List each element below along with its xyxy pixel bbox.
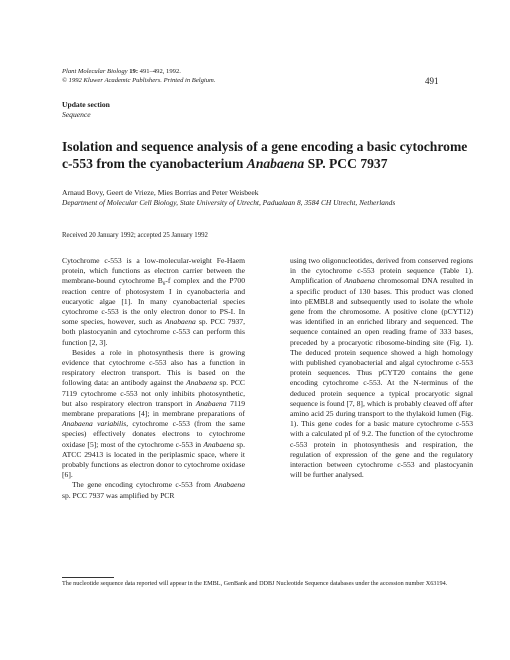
body-column-right [290,256,473,480]
footnote: The nucleotide sequence data reported will appear in the EMBL, GenBank and DDBJ Nucleotide Sequence databases under the accession number X63194. [62,580,448,587]
text-run: using two oligonucleotides, derived from conserved regions in the cytochrome c-553 protein sequence (Table 1). Amplification of [290,256,473,286]
text-run: The gene encoding cytochrome c-553 from [72,480,215,490]
title-strain: SP. PCC 7937 [307,156,388,171]
text-run: Besides a role in photosynthesis there is growing evidence that cytochrome c-553 also has a function in respiratory electron transport. This is based on the following data: an antibody against the [62,347,245,388]
text-run: -f complex and the P700 reaction centre of photosystem I in cyanobacteria and eucaryotic algae [1]. In many cyanobacterial species cytochrome c-553 is the only electron donor to PS-I. In some species, however, such as [62,276,245,327]
journal-pages: 491–492, 1992. [139,68,181,75]
text-run: Cytochrome c-553 is a low-molecular-weight Fe-Haem protein, which functions as electron carrier between the membrane-bound cytochrome B [62,256,245,286]
paragraph [62,256,245,348]
body-column-left [62,256,245,501]
paragraph [62,480,245,500]
authors: Arnaud Bovy, Geert de Vrieze, Mies Borrias and Peter Weisbeek [62,188,259,197]
italic-term: Anabaena [203,439,235,449]
page-number: 491 [425,76,439,86]
received-dates: Received 20 January 1992; accepted 25 January 1992 [62,232,208,239]
article-title [62,138,472,172]
text-run: 7119 membrane preparations [4]; in membrane preparations of [62,398,245,419]
journal-name: Plant Molecular Biology [62,68,128,75]
text-run: sp. PCC 7937, both plastocyanin and cytochrome c-553 can perform this function [2, 3]. [62,317,245,347]
section-sublabel: Sequence [62,110,91,119]
italic-term: Anabaena [195,398,227,408]
italic-term: Anabaena variabilis [62,419,127,429]
section-label: Update section [62,100,110,109]
journal-citation [62,68,181,76]
text-run: , cytochrome c-553 (from the same species) effectively donates electrons to cytochrome oxidase [5]; most of the cytochrome c-553 in [62,419,245,449]
italic-term: Anabaena [214,480,245,490]
paragraph [62,348,245,481]
affiliation: Department of Molecular Cell Biology, State University of Utrecht, Padualaan 8, 3584 CH Utrecht, Netherlands [62,198,396,207]
title-main: Isolation and sequence analysis of a gene encoding a basic cytochrome c-553 from the cyanobacterium [62,139,468,171]
paragraph [290,256,473,480]
copyright-line: © 1992 Kluwer Academic Publishers. Printed in Belgium. [62,77,216,84]
subscript: 6 [162,282,166,288]
text-run: chromosomal DNA resulted in a specific product of 130 bases. This product was cloned into pEMBL8 and subsequently used to isolate the whole gene from the chromosome. A positive clone (pCYT12) was identified in an enriched library and sequenced. The sequence contained an open reading frame of 333 bases, preceded by a procaryotic ribosome-binding site (Fig. 1). The deduced protein sequence showed a high homology with published cyanobacterial and algal cytochrome c-553 protein sequences. Thus pCYT20 contains the gene encoding cytochrome c-553. At the N-terminus of the deduced protein sequence a typical procaryotic signal sequence is found [7, 8], which is probably cleaved off after amino acid 25 during transport to the thylakoid lumen (Fig. 1). This gene codes for a basic mature cytochrome c-553 with a calculated pI of 9.2. The function of the cytochrome c-553 protein in photosynthesis and respiration, the regulation of expression of the gene and the regulatory interaction between cytochrome c-553 and plastocyanin will be further analysed. [290,276,473,480]
text-run: sp. PCC 7119 cytochrome c-553 not only inhibits photosynthetic, but also respiratory electron transport in [62,378,245,408]
text-run: sp. PCC 7937 was amplified by PCR [62,490,175,500]
title-organism: Anabaena [246,156,305,171]
footnote-divider [62,577,114,578]
journal-volume: 19: [129,68,139,75]
italic-term: Anabaena [186,378,217,388]
italic-term: Anabaena [165,317,196,327]
italic-term: Anabaena [344,276,376,286]
text-run: sp. ATCC 29413 is located in the periplasmic space, where it probably functions as electron donor to cytochrome oxidase [6]. [62,439,245,480]
